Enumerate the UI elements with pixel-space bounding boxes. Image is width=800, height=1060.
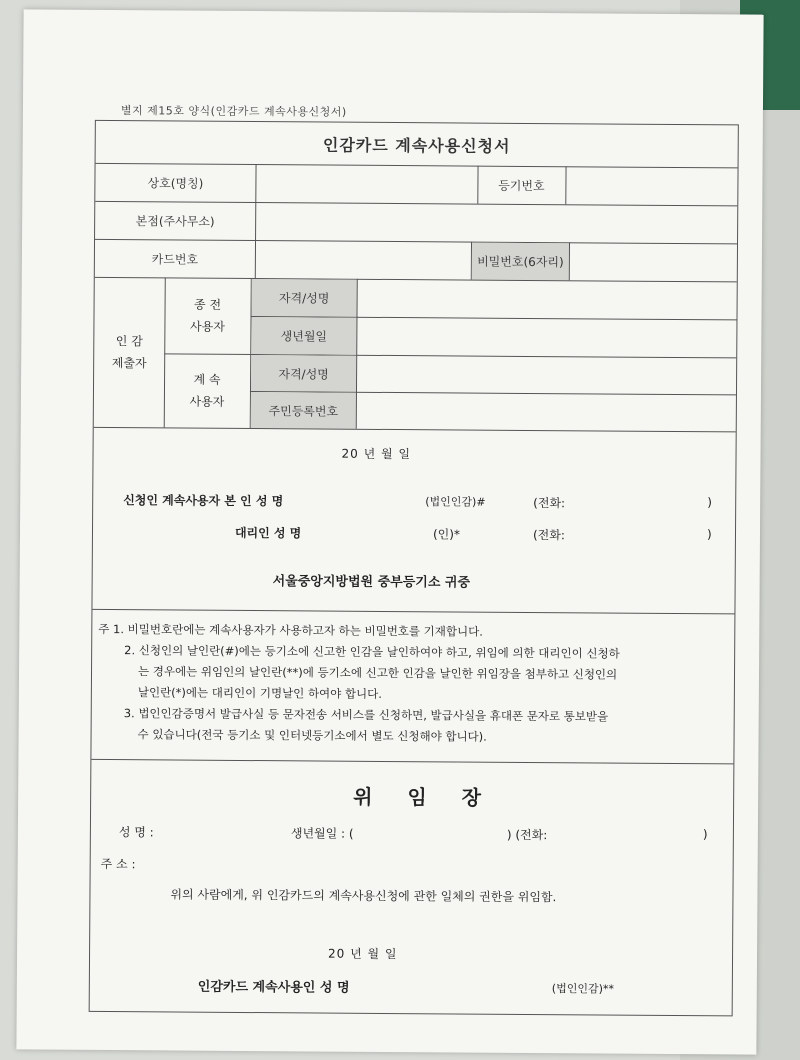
cont-user-line2: 사용자 bbox=[189, 394, 225, 409]
registration-no-field[interactable] bbox=[566, 167, 736, 204]
applicant-phone: (전화: bbox=[533, 495, 566, 511]
applicant-label: 신청인 계속사용자 본 인 성 명 bbox=[123, 493, 284, 509]
prev-birth-date-field[interactable] bbox=[357, 318, 735, 357]
label-birth-date: 생년월일 bbox=[251, 317, 356, 355]
applicant-seal: (법인인감)# bbox=[425, 495, 486, 509]
seal-submitter-label bbox=[94, 277, 165, 427]
document-sheet bbox=[16, 9, 763, 1054]
seal-submitter-line1: 인 감 bbox=[115, 334, 143, 349]
note-3a: 3. 법인인감증명서 발급사실 등 문자전송 서비스를 신청하면, 발급사실을 휴대폰 문자로 통보받을 bbox=[123, 706, 609, 724]
poa-seal: (법인인감)** bbox=[551, 982, 614, 996]
application-date: 20 년 월 일 bbox=[341, 446, 412, 462]
prev-qualification-name-field[interactable] bbox=[358, 280, 736, 319]
poa-date: 20 년 월 일 bbox=[328, 946, 398, 962]
label-qualification-name-prev: 자격/성명 bbox=[252, 279, 357, 317]
form-code: 별지 제15호 양식(인감카드 계속사용신청서) bbox=[120, 104, 347, 119]
prev-user-label bbox=[164, 277, 251, 354]
notes-section bbox=[98, 619, 719, 749]
poa-title: 위 임 장 bbox=[353, 784, 496, 810]
note-2a: 2. 신청인의 날인란(#)에는 등기소에 신고한 인감을 날인하여야 하고, 위임에 의한 대리인이 신청하 bbox=[124, 643, 620, 661]
addressee: 서울중앙지방법원 중부등기소 귀중 bbox=[272, 574, 471, 591]
cont-user-line1: 계 속 bbox=[193, 372, 221, 387]
poa-name-label: 성 명 : bbox=[118, 825, 154, 840]
agent-seal: (인)* bbox=[432, 527, 461, 542]
password-field[interactable] bbox=[570, 243, 736, 280]
cont-user-label bbox=[164, 353, 251, 428]
label-registration-no: 등기번호 bbox=[498, 178, 545, 193]
poa-signer: 인감카드 계속사용인 성 명 bbox=[197, 979, 350, 996]
poa-address-label: 주 소 : bbox=[100, 856, 136, 872]
cont-qualification-name-field[interactable] bbox=[357, 356, 735, 394]
company-name-field[interactable] bbox=[256, 165, 476, 203]
label-qualification-name-cont: 자격/성명 bbox=[251, 355, 356, 392]
label-password: 비밀번호(6자리) bbox=[472, 243, 569, 281]
poa-phone-label: ) (전화: bbox=[506, 827, 548, 843]
application-form bbox=[89, 120, 739, 1016]
label-card-no: 카드번호 bbox=[151, 251, 199, 267]
prev-user-line2: 사용자 bbox=[189, 319, 225, 334]
note-2b: 는 경우에는 위임인의 날인란(**)에 등기소에 신고한 인감을 날인한 위임장을 첨부하고 신청인의 bbox=[137, 664, 618, 682]
poa-birth-label: 생년월일 : ( bbox=[290, 826, 354, 841]
seal-submitter-line2: 제출자 bbox=[111, 356, 147, 371]
note-3b: 수 있습니다(전국 등기소 및 인터넷등기소에서 별도 신청해야 합니다). bbox=[137, 727, 487, 744]
label-company-name: 상호(명칭) bbox=[147, 175, 204, 191]
form-title: 인감카드 계속사용신청서 bbox=[322, 135, 511, 156]
card-no-field[interactable] bbox=[256, 241, 471, 279]
head-office-field[interactable] bbox=[256, 203, 736, 242]
agent-phone: (전화: bbox=[532, 527, 565, 543]
note-2c: 날인란(*)에는 대리인이 기명날인 하여야 합니다. bbox=[137, 685, 382, 701]
poa-phone-close: ) bbox=[702, 827, 708, 842]
label-head-office: 본점(주사무소) bbox=[135, 213, 215, 229]
applicant-phone-close: ) bbox=[707, 495, 712, 510]
agent-phone-close: ) bbox=[706, 527, 712, 542]
agent-label: 대리인 성 명 bbox=[234, 525, 302, 541]
poa-statement: 위의 사람에게, 위 인감카드의 계속사용신청에 관한 일체의 권한을 위임함. bbox=[170, 887, 557, 905]
cont-resident-no-field[interactable] bbox=[357, 393, 735, 431]
label-resident-no: 주민등록번호 bbox=[251, 392, 356, 429]
note-1: 주 1. 비밀번호란에는 계속사용자가 사용하고자 하는 비밀번호를 기재합니다. bbox=[98, 621, 483, 639]
prev-user-line1: 종 전 bbox=[194, 297, 222, 312]
